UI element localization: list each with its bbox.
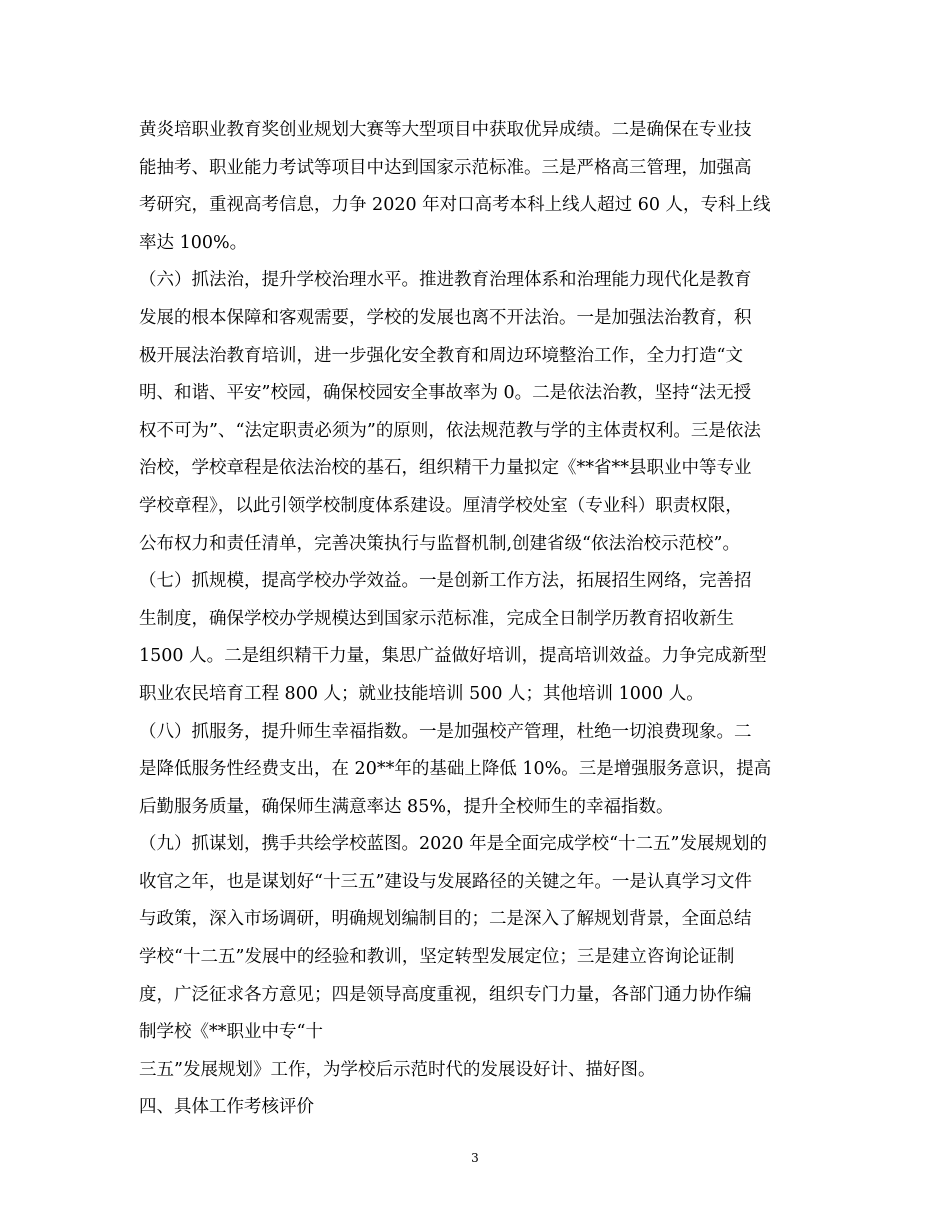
document-body (139, 112, 819, 1127)
text-line: 是降低服务性经费支出，在 20**年的基础上降低 10%。三是增强服务意识，提高 (139, 759, 772, 780)
text-line: 三五”发展规划》工作，为学校后示范时代的发展设好计、描好图。 (139, 1059, 656, 1080)
text-line: 生制度，确保学校办学规模达到国家示范标准，完成全日制学历教育招收新生 (139, 608, 734, 629)
text-line: 制学校《**职业中专“十 (139, 1022, 323, 1043)
text-line: 度，广泛征求各方意见；四是领导高度重视，组织专门力量，各部门通力协作编 (139, 984, 752, 1005)
section-heading: 四、具体工作考核评价 (139, 1097, 314, 1118)
text-line: 学校章程》，以此引领学校制度体系建设。厘清学校处室（专业科）职责权限， (139, 495, 743, 516)
text-line: 职业农民培育工程 800 人；就业技能培训 500 人；其他培训 1000 人。 (139, 683, 704, 704)
text-line: 黄炎培职业教育奖创业规划大赛等大型项目中获取优异成绩。二是确保在专业技 (139, 120, 752, 140)
text-line: 收官之年，也是谋划好“十三五”建设与发展路径的关键之年。一是认真学习文件 (139, 871, 752, 892)
text-line: （七）抓规模，提高学校办学效益。一是创新工作方法，拓展招生网络，完善招 (139, 571, 752, 592)
text-line: 公布权力和责任清单，完善决策执行与监督机制,创建省级“依法治校示范校”。 (139, 533, 740, 554)
text-line: 率达 100%。 (139, 232, 248, 253)
text-line: 学校“十二五”发展中的经验和教训，坚定转型发展定位；三是建立咨询论证制 (139, 947, 735, 968)
text-line: 明、和谐、平安”校园，确保校园安全事故率为 0。二是依法治教，坚持“法无授 (139, 383, 752, 404)
text-line: 与政策，深入市场调研，明确规划编制目的；二是深入了解规划背景，全面总结 (139, 909, 752, 930)
text-line: 权不可为”、“法定职责必须为”的原则，依法规范教与学的主体责权利。三是依法 (139, 420, 761, 441)
text-line: （九）抓谋划，携手共绘学校蓝图。2020 年是全面完成学校“十二五”发展规划的 (139, 834, 767, 855)
text-line: 治校，学校章程是依法治校的基石，组织精干力量拟定《**省**县职业中等专业 (139, 458, 752, 479)
text-line: 发展的根本保障和客观需要，学校的发展也离不开法治。一是加强法治教育，积 (139, 307, 752, 328)
text-line: 考研究，重视高考信息，力争 2020 年对口高考本科上线人超过 60 人，专科上线 (139, 195, 771, 216)
text-line: （六）抓法治，提升学校治理水平。推进教育治理体系和治理能力现代化是教育 (139, 270, 752, 291)
page-number: 3 (471, 1151, 479, 1165)
text-line: 极开展法治教育培训，进一步强化安全教育和周边环境整治工作，全力打造“文 (139, 345, 743, 366)
text-line: （八）抓服务，提升师生幸福指数。一是加强校产管理，杜绝一切浪费现象。二 (139, 721, 752, 742)
text-line: 1500 人。二是组织精干力量，集思广益做好培训，提高培训效益。力争完成新型 (139, 646, 767, 667)
text-line: 能抽考、职业能力考试等项目中达到国家示范标准。三是严格高三管理，加强高 (139, 157, 752, 178)
text-line: 后勤服务质量，确保师生满意率达 85%，提升全校师生的幸福指数。 (139, 796, 674, 817)
